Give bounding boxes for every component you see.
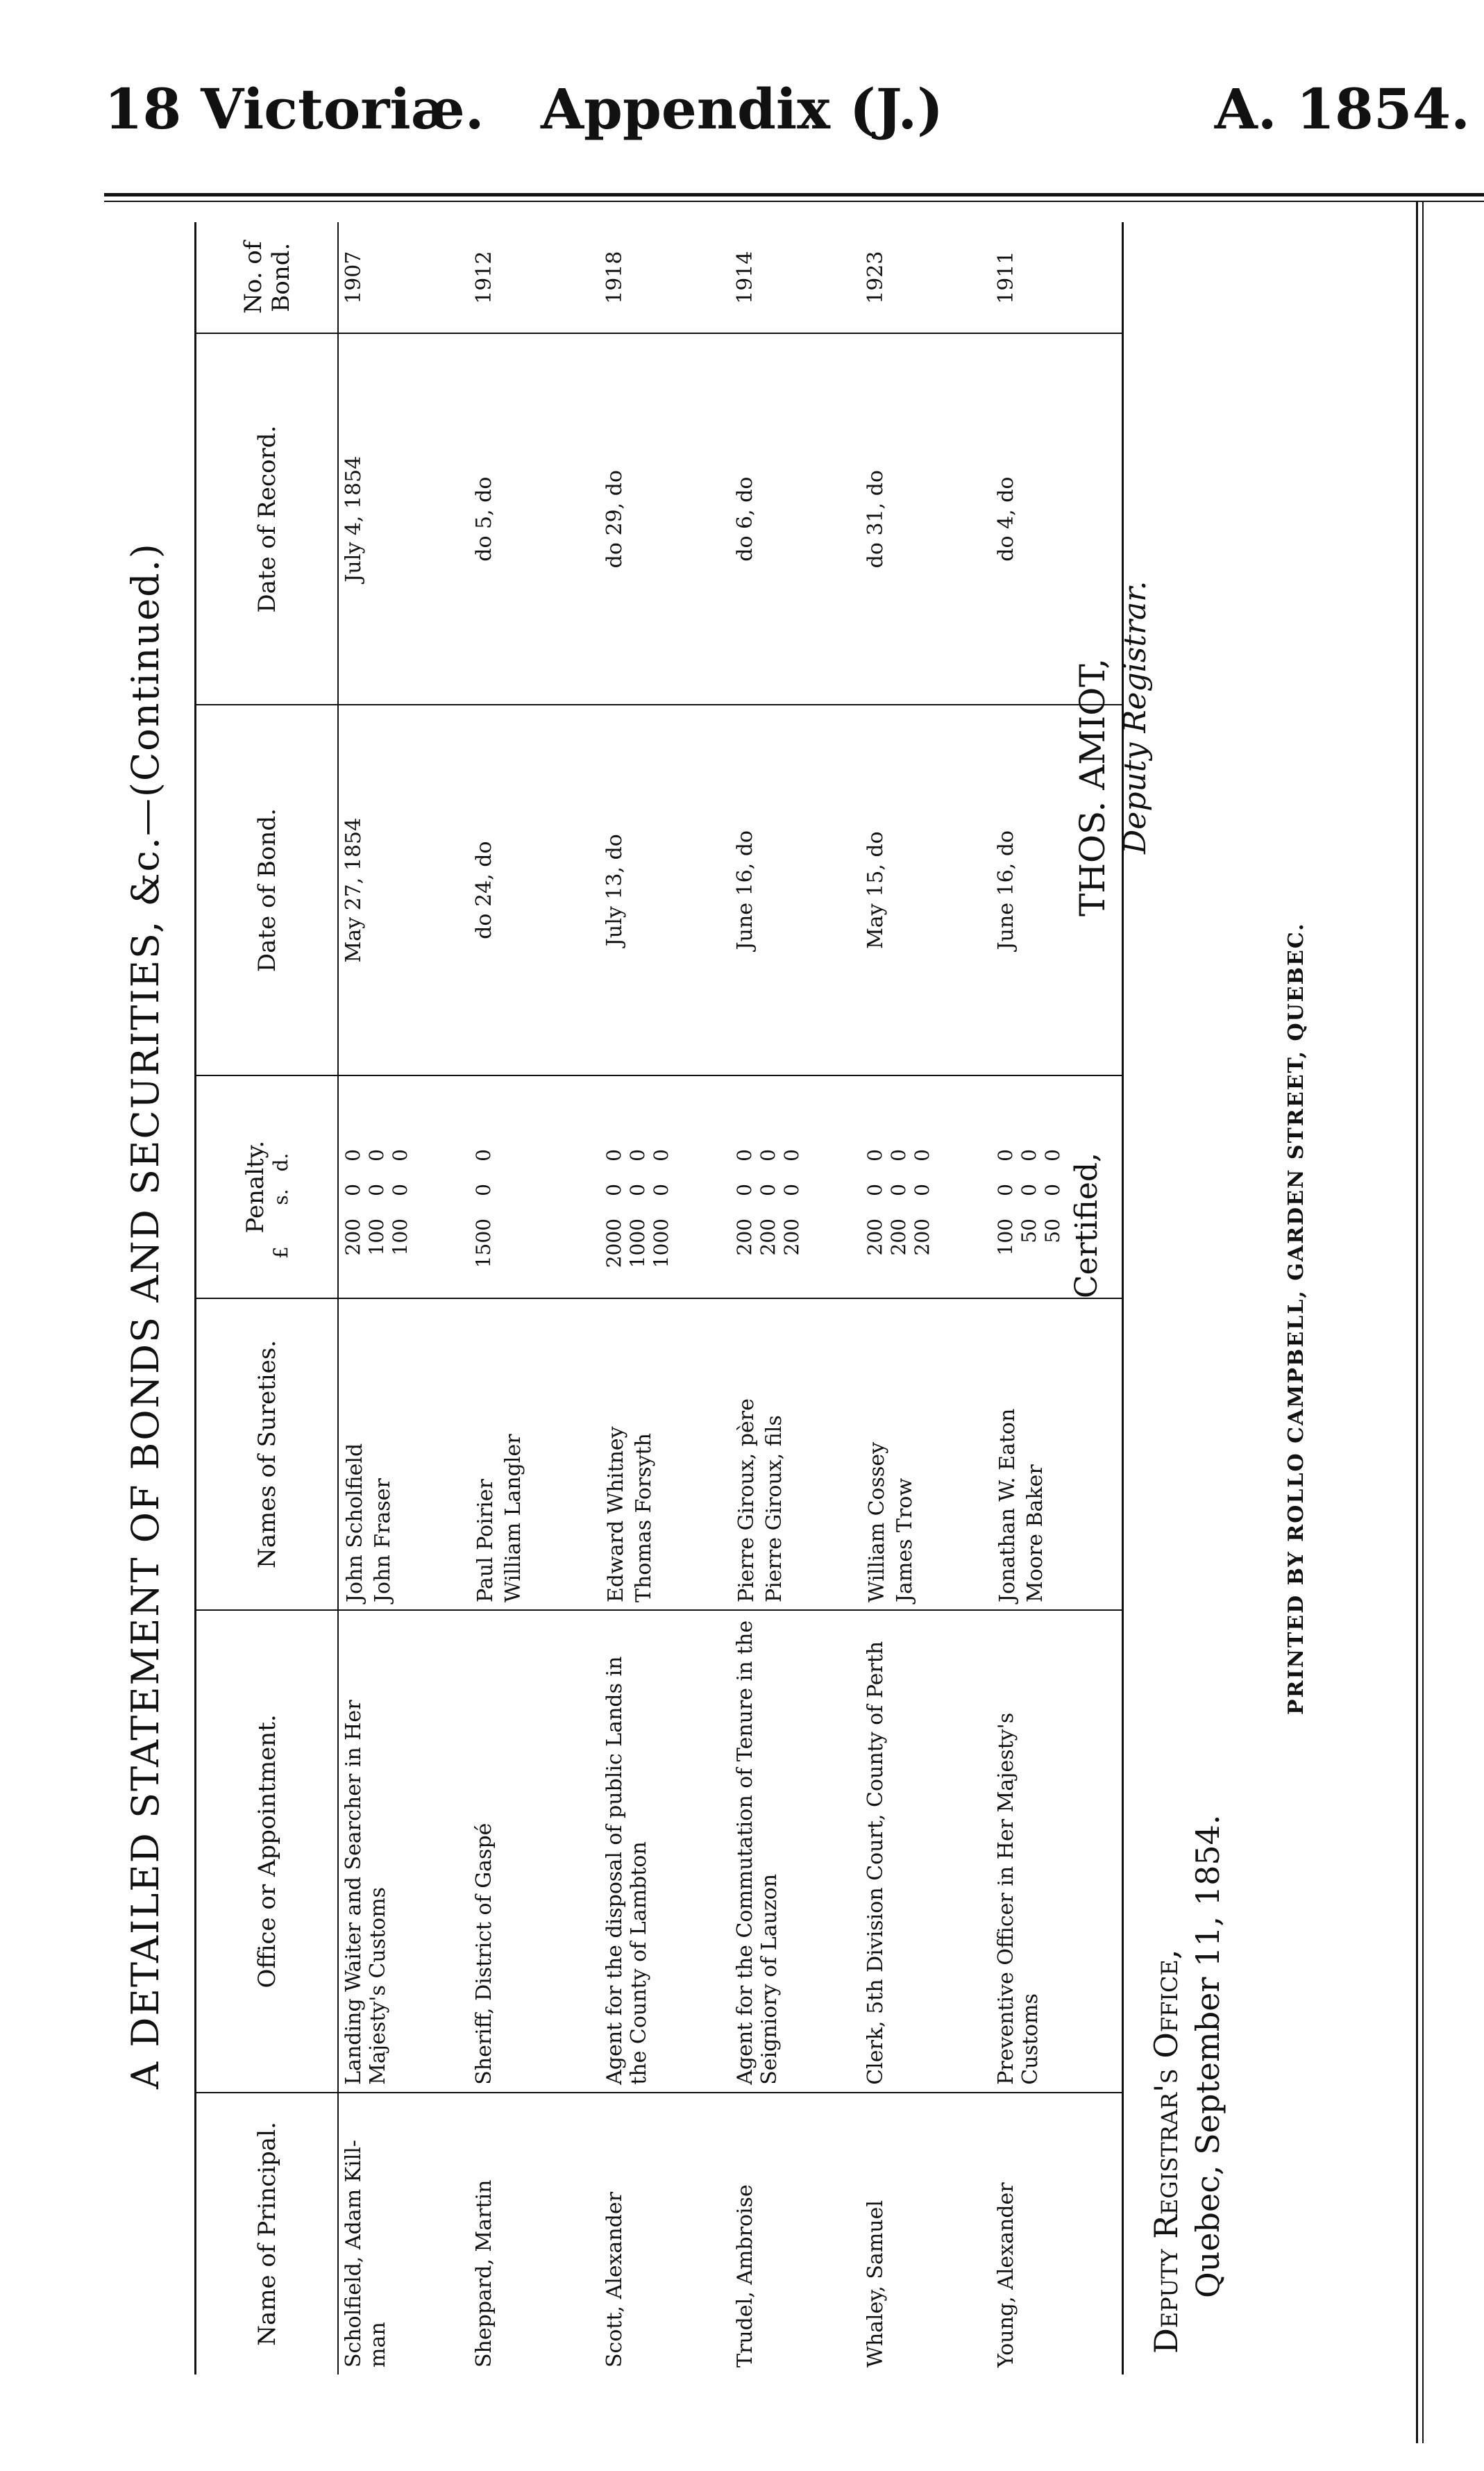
penalty-amounts	[994, 1083, 1065, 1291]
cell-principal: Young, Alexander	[991, 2093, 1123, 2374]
penalty-pounds: 1500	[472, 1218, 495, 1268]
cell-date-record: do 6, do	[730, 333, 861, 704]
col-date-record: Date of Record.	[196, 333, 339, 704]
cell-office: Agent for the disposal of public Lands in the County of Lambton	[600, 1610, 730, 2093]
cell-date-record: July 4, 1854	[338, 333, 469, 704]
cell-penalty	[730, 1075, 861, 1298]
table-row	[861, 222, 991, 2374]
surety-name: Pierre Giroux, fils	[762, 1415, 786, 1602]
penalty-pounds: 200	[863, 1218, 886, 1256]
penalty-shillings: 0	[887, 1184, 910, 1196]
penalty-unit-pence: d.	[269, 1153, 292, 1172]
penalty-shillings: 0	[780, 1184, 803, 1196]
penalty-amounts	[733, 1083, 804, 1291]
penalty-unit-shillings: s.	[269, 1189, 292, 1205]
penalty-pence: 0	[626, 1149, 649, 1162]
penalty-shillings: 0	[650, 1184, 673, 1196]
bonds-table	[194, 222, 1124, 2374]
cell-bond-no: 1911	[991, 222, 1123, 333]
top-rule	[104, 193, 1484, 202]
penalty-pence: 0	[365, 1149, 388, 1162]
cell-bond-no: 1914	[730, 222, 861, 333]
penalty-shillings: 0	[472, 1184, 495, 1196]
table-row	[600, 222, 730, 2374]
table-row	[730, 222, 861, 2374]
cell-principal: Trudel, Ambroise	[733, 2184, 757, 2368]
penalty-shillings: 0	[757, 1184, 779, 1196]
penalty-shillings: 0	[994, 1184, 1017, 1196]
surety-name: John Scholfield	[343, 1443, 367, 1602]
penalty-amounts	[602, 1083, 673, 1291]
surety-name: Edward Whitney	[604, 1426, 628, 1602]
cell-bond-no: 1907	[338, 222, 469, 333]
penalty-pence: 0	[863, 1149, 886, 1162]
penalty-pence: 0	[472, 1149, 495, 1162]
cell-date-bond: June 16, do	[730, 705, 861, 1075]
penalty-pounds: 100	[389, 1218, 412, 1256]
col-principal: Name of Principal.	[196, 2093, 339, 2374]
penalty-shillings: 0	[365, 1184, 388, 1196]
header-right: A. 1854.	[1214, 76, 1470, 142]
penalty-pence: 0	[994, 1149, 1017, 1162]
surety-name: Thomas Forsyth	[632, 1433, 656, 1602]
col-date-bond: Date of Bond.	[196, 705, 339, 1075]
col-bond-no: No. of Bond.	[196, 222, 339, 333]
signer-role: Deputy Registrar.	[1118, 580, 1153, 854]
cell-sureties	[338, 1298, 469, 1610]
cell-sureties	[861, 1298, 991, 1610]
header-left: 18 Victoriæ.	[104, 76, 484, 142]
cell-office: Clerk, 5th Division Court, County of Perth	[861, 1610, 991, 2093]
cell-principal: Whaley, Samuel	[863, 2200, 888, 2368]
penalty-pounds: 200	[733, 1218, 756, 1256]
cell-date-bond: do 24, do	[469, 705, 600, 1075]
penalty-pence: 0	[1018, 1149, 1040, 1162]
cell-penalty	[861, 1075, 991, 1298]
penalty-shillings: 0	[342, 1184, 364, 1196]
penalty-shillings: 0	[602, 1184, 625, 1196]
cell-office: Landing Waiter and Searcher in Her Majesty's Customs	[338, 1610, 469, 2093]
cell-date-record: do 29, do	[600, 333, 730, 704]
penalty-unit-pounds: £	[269, 1246, 292, 1259]
penalty-amounts	[342, 1083, 412, 1291]
table-row	[338, 222, 469, 2374]
surety-name: William Langler	[501, 1434, 525, 1602]
cell-date-record: do 31, do	[861, 333, 991, 704]
signer-name: THOS. AMIOT,	[1072, 657, 1113, 916]
penalty-pence: 0	[733, 1149, 756, 1162]
penalty-pounds: 200	[887, 1218, 910, 1256]
cell-principal: Scott, Alexander	[602, 2191, 627, 2368]
cell-sureties	[469, 1298, 600, 1610]
penalty-shillings: 0	[389, 1184, 412, 1196]
cell-bond-no: 1918	[600, 222, 730, 333]
penalty-shillings: 0	[1018, 1184, 1040, 1196]
cell-penalty	[600, 1075, 730, 1298]
cell-sureties	[730, 1298, 861, 1610]
penalty-pence: 0	[780, 1149, 803, 1162]
penalty-pence: 0	[602, 1149, 625, 1162]
table-row	[469, 222, 600, 2374]
penalty-pence: 0	[650, 1149, 673, 1162]
penalty-pounds: 100	[365, 1218, 388, 1256]
col-sureties: Names of Sureties.	[196, 1298, 339, 1610]
surety-name: John Fraser	[371, 1478, 395, 1602]
cell-principal: Sheppard, Martin	[472, 2179, 496, 2368]
penalty-pounds: 200	[757, 1218, 779, 1256]
penalty-pounds: 50	[1041, 1218, 1064, 1243]
cell-date-record: do 4, do	[991, 333, 1123, 704]
footer-office-block	[1145, 1815, 1229, 2354]
penalty-shillings: 0	[863, 1184, 886, 1196]
surety-name: Jonathan W. Eaton	[995, 1408, 1020, 1602]
penalty-pounds: 100	[994, 1218, 1017, 1256]
surety-name: Pierre Giroux, père	[734, 1398, 759, 1602]
statement-title: A DETAILED STATEMENT OF BONDS AND SECURITIES, &c.—(Continued.)	[124, 542, 167, 2089]
penalty-pounds: 1000	[626, 1218, 649, 1268]
penalty-shillings: 0	[733, 1184, 756, 1196]
cell-date-bond: May 15, do	[861, 705, 991, 1075]
table-body	[338, 222, 1123, 2374]
col-penalty-label: Penalty.	[242, 1140, 269, 1234]
penalty-pence: 0	[757, 1149, 779, 1162]
cell-principal: Scholfield, Adam Kill-man	[342, 2139, 390, 2368]
cell-date-bond: July 13, do	[600, 705, 730, 1075]
penalty-pounds: 1000	[650, 1218, 673, 1268]
footer-place-date: Quebec, September 11, 1854.	[1189, 1814, 1226, 2298]
cell-office: Agent for the Commutation of Tenure in the Seigniory of Lauzon	[730, 1610, 861, 2093]
right-rule	[1416, 201, 1424, 2443]
cell-penalty	[469, 1075, 600, 1298]
penalty-shillings: 0	[626, 1184, 649, 1196]
penalty-amounts	[472, 1083, 496, 1291]
penalty-pence: 0	[389, 1149, 412, 1162]
table-row	[991, 222, 1123, 2374]
rotated-statement	[104, 222, 1333, 2409]
penalty-pounds: 200	[911, 1218, 934, 1256]
cell-office: Sheriff, District of Gaspé	[469, 1610, 600, 2093]
certified-label: Certified,	[1069, 1152, 1104, 1298]
cell-penalty	[338, 1075, 469, 1298]
cell-date-bond: May 27, 1854	[338, 705, 469, 1075]
surety-name: Paul Poirier	[473, 1479, 498, 1602]
col-office: Office or Appointment.	[196, 1610, 339, 2093]
col-penalty	[196, 1075, 339, 1298]
penalty-pounds: 2000	[602, 1218, 625, 1268]
penalty-units	[269, 1083, 292, 1291]
penalty-pence: 0	[1041, 1149, 1064, 1162]
surety-name: Moore Baker	[1023, 1464, 1047, 1602]
header-center: Appendix (J.)	[540, 76, 944, 142]
cell-date-record: do 5, do	[469, 333, 600, 704]
cell-office: Preventive Officer in Her Majesty's Customs	[991, 1610, 1123, 2093]
penalty-pence: 0	[887, 1149, 910, 1162]
table-header-row	[196, 222, 339, 2374]
surety-name: William Cossey	[865, 1441, 889, 1602]
footer-office: Deputy Registrar's Office,	[1147, 1949, 1185, 2354]
printer-imprint: PRINTED BY ROLLO CAMPBELL, GARDEN STREET, QUEBEC.	[1284, 922, 1308, 1715]
cell-bond-no: 1912	[469, 222, 600, 333]
penalty-amounts	[863, 1083, 934, 1291]
cell-sureties	[991, 1298, 1123, 1610]
cell-sureties	[600, 1298, 730, 1610]
penalty-pounds: 50	[1018, 1218, 1040, 1243]
surety-name: James Trow	[893, 1477, 917, 1602]
cell-date-bond: June 16, do	[991, 705, 1123, 1075]
penalty-pence: 0	[911, 1149, 934, 1162]
penalty-shillings: 0	[911, 1184, 934, 1196]
penalty-pounds: 200	[780, 1218, 803, 1256]
penalty-shillings: 0	[1041, 1184, 1064, 1196]
penalty-pence: 0	[342, 1149, 364, 1162]
cell-bond-no: 1923	[861, 222, 991, 333]
penalty-pounds: 200	[342, 1218, 364, 1256]
